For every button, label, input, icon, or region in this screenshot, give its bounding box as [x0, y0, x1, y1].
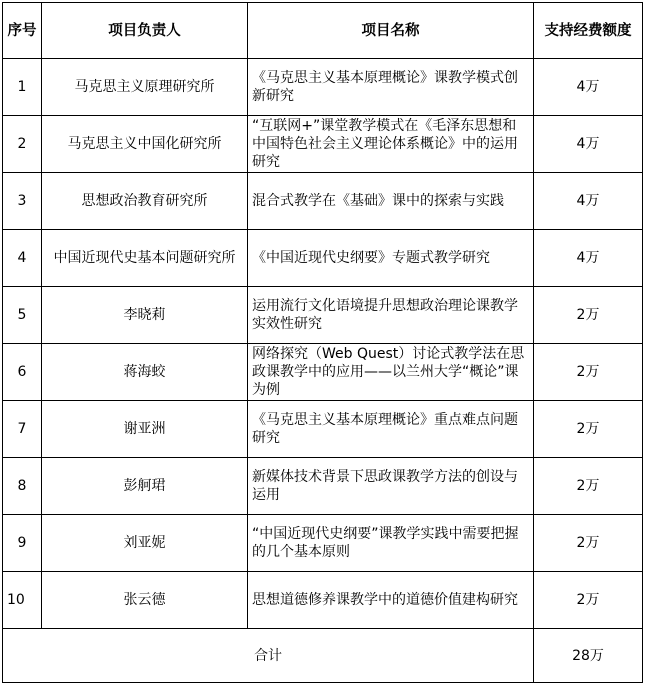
header-leader: 项目负责人 [42, 3, 248, 59]
table-row [3, 116, 643, 173]
row-funding: 2万 [534, 401, 643, 458]
table-row [3, 287, 643, 344]
row-leader: 谢亚洲 [42, 401, 248, 458]
table-row [3, 344, 643, 401]
table-row [3, 401, 643, 458]
row-funding: 2万 [534, 287, 643, 344]
table-row [3, 515, 643, 572]
row-funding: 2万 [534, 572, 643, 629]
total-label: 合计 [3, 629, 534, 683]
row-leader: 李晓莉 [42, 287, 248, 344]
row-leader: 张云德 [42, 572, 248, 629]
row-leader: 蒋海蛟 [42, 344, 248, 401]
header-funding: 支持经费额度 [534, 3, 643, 59]
row-funding: 2万 [534, 344, 643, 401]
table-row [3, 572, 643, 629]
row-funding: 4万 [534, 116, 643, 173]
header-row [3, 3, 643, 59]
row-project-name: 《马克思主义基本原理概论》重点难点问题研究 [248, 401, 534, 458]
total-funding: 28万 [534, 629, 643, 683]
row-leader: 马克思主义中国化研究所 [42, 116, 248, 173]
header-num: 序号 [3, 3, 42, 59]
total-row [3, 629, 643, 683]
row-funding: 2万 [534, 458, 643, 515]
row-project-name: “中国近现代史纲要”课教学实践中需要把握的几个基本原则 [248, 515, 534, 572]
funding-table [2, 2, 643, 683]
row-funding: 4万 [534, 230, 643, 287]
row-project-name: 《中国近现代史纲要》专题式教学研究 [248, 230, 534, 287]
row-num: 9 [3, 515, 42, 572]
row-leader: 思想政治教育研究所 [42, 173, 248, 230]
row-leader: 刘亚妮 [42, 515, 248, 572]
table-row [3, 230, 643, 287]
row-num: 2 [3, 116, 42, 173]
row-project-name: 混合式教学在《基础》课中的探索与实践 [248, 173, 534, 230]
row-num: 1 [3, 59, 42, 116]
row-leader: 中国近现代史基本问题研究所 [42, 230, 248, 287]
row-num: 3 [3, 173, 42, 230]
row-project-name: 网络探究（Web Quest）讨论式教学法在思政课教学中的应用——以兰州大学“概论”课为例 [248, 344, 534, 401]
table-row [3, 59, 643, 116]
row-num: 8 [3, 458, 42, 515]
row-project-name: 《马克思主义基本原理概论》课教学模式创新研究 [248, 59, 534, 116]
row-leader: 马克思主义原理研究所 [42, 59, 248, 116]
table-row [3, 173, 643, 230]
row-funding: 2万 [534, 515, 643, 572]
table-row [3, 458, 643, 515]
row-num: 5 [3, 287, 42, 344]
row-project-name: 新媒体技术背景下思政课教学方法的创设与运用 [248, 458, 534, 515]
row-num: 4 [3, 230, 42, 287]
row-num: 7 [3, 401, 42, 458]
row-funding: 4万 [534, 59, 643, 116]
row-num: 10 [3, 572, 42, 629]
row-num: 6 [3, 344, 42, 401]
row-project-name: 运用流行文化语境提升思想政治理论课教学实效性研究 [248, 287, 534, 344]
row-project-name: “互联网+”课堂教学模式在《毛泽东思想和中国特色社会主义理论体系概论》中的运用研究 [248, 116, 534, 173]
row-funding: 4万 [534, 173, 643, 230]
row-leader: 彭舸珺 [42, 458, 248, 515]
row-project-name: 思想道德修养课教学中的道德价值建构研究 [248, 572, 534, 629]
header-name: 项目名称 [248, 3, 534, 59]
